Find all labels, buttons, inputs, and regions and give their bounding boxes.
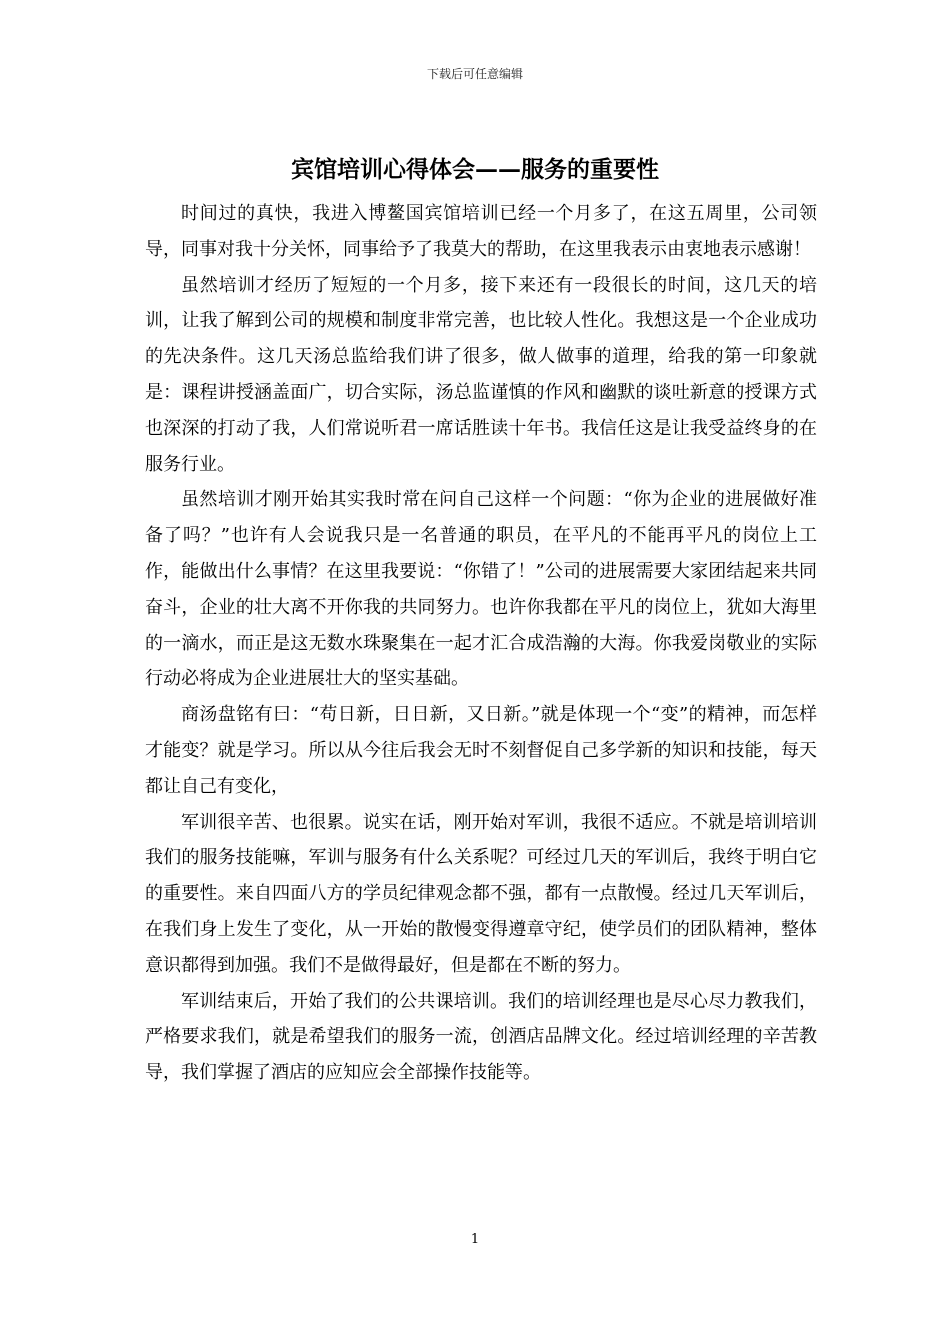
page-number: 1 [470, 1232, 480, 1247]
paragraph-6: 军训结束后，开始了我们的公共课培训。我们的培训经理也是尽心尽力教我们，严格要求我们，就是希望我们的服务一流，创酒店品牌文化。经过培训经理的辛苦教导，我们掌握了酒店的应知应会全部操作技能等。 [145, 990, 817, 1084]
document-title: 宾馆培训心得体会——服务的重要性 [291, 156, 659, 183]
paragraph-3: 虽然培训才刚开始其实我时常在问自己这样一个问题：“你为企业的进展做好准备了吗？”也许有人会说我只是一名普通的职员，在平凡的不能再平凡的岗位上工作，能做出什么事情？在这里我要说：“你错了！”公司的进展需要大家团结起来共同奋斗，企业的壮大离不开你我的共同努力。也许你我都在平凡的岗位上，犹如大海里的一滴水，而正是这无数水珠聚集在一起才汇合成浩瀚的大海。你我爱岗敬业的实际行动必将成为企业进展壮大的坚实基础。 [145, 489, 817, 690]
page-header: 下载后可任意编辑 [426, 67, 523, 81]
document-body [145, 196, 817, 1091]
paragraph-1: 时间过的真快，我进入博鳌国宾馆培训已经一个月多了，在这五周里，公司领导，同事对我十分关怀，同事给予了我莫大的帮助，在这里我表示由衷地表示感谢！ [145, 203, 817, 260]
paragraph-2: 虽然培训才经历了短短的一个月多，接下来还有一段很长的时间，这几天的培训，让我了解到公司的规模和制度非常完善，也比较人性化。我想这是一个企业成功的先决条件。这几天汤总监给我们讲了很多，做人做事的道理，给我的第一印象就是：课程讲授涵盖面广，切合实际，汤总监谨慎的作风和幽默的谈吐新意的授课方式也深深的打动了我，人们常说听君一席话胜读十年书。我信任这是让我受益终身的在服务行业。 [145, 274, 817, 475]
paragraph-5: 军训很辛苦、也很累。说实在话，刚开始对军训，我很不适应。不就是培训培训我们的服务技能嘛，军训与服务有什么关系呢？可经过几天的军训后，我终于明白它的重要性。来自四面八方的学员纪律观念都不强，都有一点散慢。经过几天军训后，在我们身上发生了变化，从一开始的散慢变得遵章守纪，使学员们的团队精神，整体意识都得到加强。我们不是做得最好，但是都在不断的努力。 [145, 811, 817, 976]
paragraph-4: 商汤盘铭有曰：“苟日新，日日新，又日新。”就是体现一个“变”的精神，而怎样才能变？就是学习。所以从今往后我会无时不刻督促自己多学新的知识和技能，每天都让自己有变化， [145, 704, 817, 797]
